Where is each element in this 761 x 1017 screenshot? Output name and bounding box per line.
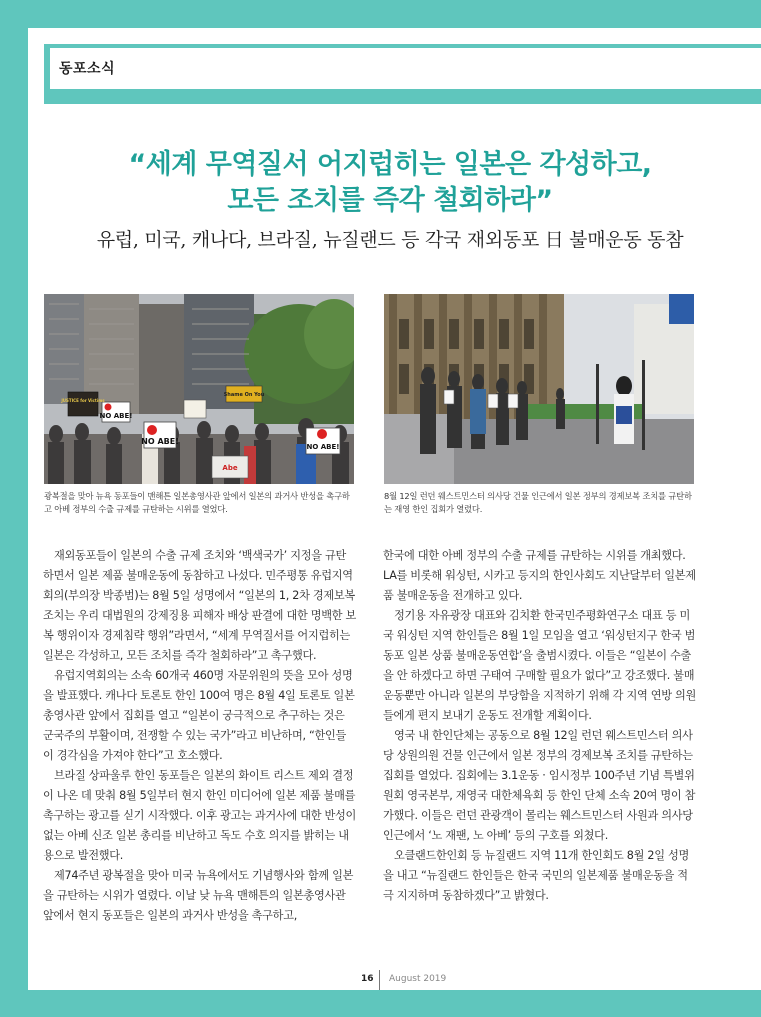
page-number: 16 (361, 974, 374, 984)
article-column-left (43, 546, 356, 926)
headline-line-1: “세계 무역질서 어지럽히는 일본은 각성하고, (128, 149, 652, 180)
sign-no-abe-1: NO ABE! (99, 412, 133, 420)
issue-date: August 2019 (389, 974, 447, 984)
nyc-protest-photo (44, 294, 354, 484)
paragraph: 오클랜드한인회 등 뉴질랜드 지역 11개 한인회도 8월 2일 성명을 내고 “뉴질랜드 한인들은 한국 국민의 일본제품 불매운동을 적극 지지하며 동참하겠다”고 밝혔다. (383, 849, 689, 902)
photo-caption-nyc: 광복절을 맞아 뉴욕 동포들이 맨해튼 일본총영사관 앞에서 일본의 과거사 반성을 촉구하고 아베 정부의 수출 규제를 규탄하는 시위를 열었다. (44, 491, 350, 514)
london-protest-photo (384, 294, 694, 484)
left-frame-bar (0, 0, 28, 1017)
paragraph: 브라질 상파울루 한인 동포들은 일본의 화이트 리스트 제외 결정이 나온 데 맞춰 8월 5일부터 현지 한인 미디어에 일본 제품 불매를 촉구하는 광고를 싣기 시작했다. 이후 광고는 과거사에 대한 반성이 없는 아베 신조 일본 총리를 비난하고 독도 수호 의지를 밝히는 내용으로 발전했다. (43, 769, 356, 862)
top-frame-bar (0, 0, 761, 28)
paragraph: 유럽지역회의는 소속 60개국 460명 자문위원의 뜻을 모아 성명을 발표했다. 캐나다 토론토 한인 100여 명은 8월 4일 토론토 일본총영사관 앞에서 집회를 열고 “일본이 궁극적으로 추구하는 것은 군국주의 부활이며, 전쟁할 수 있는 국가”라고 비난하며, “한인들이 경각심을 가져야 한다”고 호소했다. (43, 669, 355, 762)
sign-no-abe-3: NO ABE! (306, 443, 340, 451)
article-column-right (383, 546, 696, 906)
section-header-box (50, 48, 761, 89)
subheadline: 유럽, 미국, 캐나다, 브라질, 뉴질랜드 등 각국 재외동포 日 불매운동 동참 (96, 229, 684, 251)
sign-no-abe-2: NO ABE! (141, 437, 179, 446)
bottom-frame-bar (0, 990, 761, 1017)
paragraph: 영국 내 한인단체는 공동으로 8월 12일 런던 웨스트민스터 의사당 상원의원 건물 인근에서 일본 정부의 경제보복 조치를 규탄하는 집회를 열었다. 집회에는 3.1운동 · 임시정부 100주년 기념 특별위원회 영국본부, 재영국 대한체육회 등 한인 단체 소속 20여 명이 참가했다. 이들은 런던 관광객이 몰리는 웨스트민스터 사원과 의사당 인근에서 ‘노 재팬, 노 아베’ 등의 구호를 외쳤다. (383, 729, 696, 842)
paragraph: 재외동포들이 일본의 수출 규제 조치와 ‘백색국가’ 지정을 규탄하면서 일본 제품 불매운동에 동참하고 나섰다. 민주평통 유럽지역회의(부의장 박종범)는 8월 5일 성명에서 “일본의 1, 2차 경제보복 조치는 우리 대법원의 강제징용 피해자 배상 판결에 대한 명백한 보복 행위이자 경제침략 행위”라면서, “세계 무역질서를 어지럽히는 일본은 각성하고, 모든 조치를 즉각 철회하라”고 촉구했다. (43, 549, 356, 662)
section-label: 동포소식 (59, 61, 116, 77)
photo-caption-london: 8월 12일 런던 웨스트민스터 의사당 건물 인근에서 일본 정부의 경제보복 조치를 규탄하는 재영 한인 집회가 열렸다. (384, 491, 692, 514)
paragraph: 제74주년 광복절을 맞아 미국 뉴욕에서도 기념행사와 함께 일본을 규탄하는 시위가 열렸다. 이날 낮 뉴욕 맨해튼의 일본총영사관 앞에서 현지 동포들은 일본의 과거사 반성을 촉구하고, (43, 869, 354, 922)
sign-justice: JUSTICE for Victims (61, 398, 105, 403)
sign-abe: Abe (222, 464, 238, 472)
sign-shame: Shame On You (223, 392, 265, 398)
headline-line-2: 모든 조치를 즉각 철회하라” (227, 185, 553, 216)
paragraph: 정기용 자유광장 대표와 김치환 한국민주평화연구소 대표 등 미국 워싱턴 지역 한인들은 8월 1일 모임을 열고 ‘워싱턴지구 한국 범 동포 일본 상품 불매운동연합’을 출범시켰다. 이들은 “일본이 수출을 안 하겠다고 하면 구태여 구매할 필요가 없다”고 강조했다. 불매운동뿐만 아니라 일본의 부당함을 지적하기 위해 각 지역 연방 의원들에게 편지 보내기 운동도 전개할 계획이다. (383, 609, 696, 722)
paragraph-continued: 한국에 대한 아베 정부의 수출 규제를 규탄하는 시위를 개최했다. LA를 비롯해 워싱턴, 시카고 등지의 한인사회도 지난달부터 일본제품 불매운동을 전개하고 있다. (383, 549, 696, 602)
